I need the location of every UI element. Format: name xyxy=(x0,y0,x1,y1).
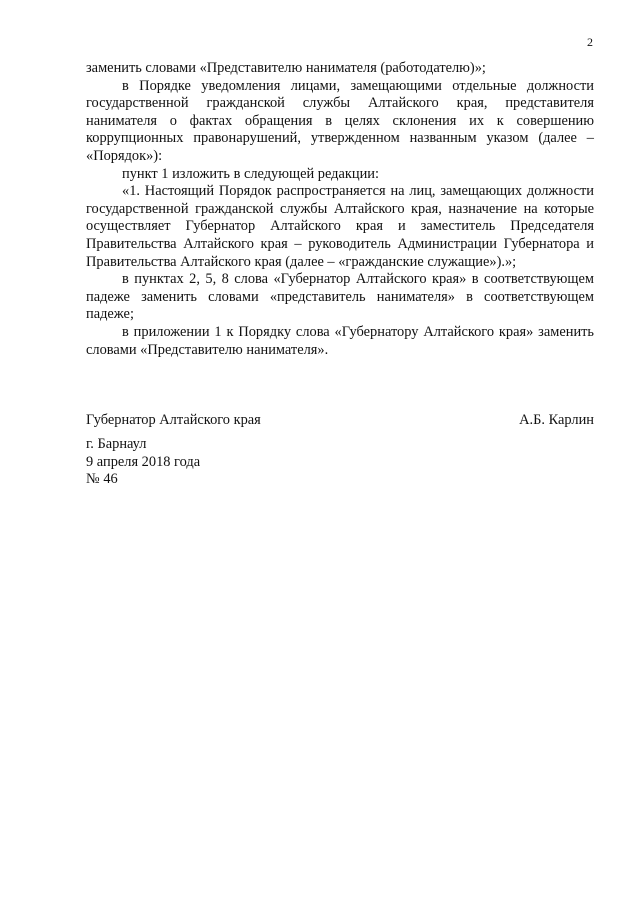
document-date: 9 апреля 2018 года xyxy=(86,453,201,470)
paragraph-procedure-notice: в Порядке уведомления лицами, замещающими отдельные должности государственной гражданской службы Алтайского края, представителя нанимателя о фактах обращения в целях склонения их к совершению коррупционных правонарушений, утвержденном названным указом (далее – «Порядок»): xyxy=(86,77,594,164)
paragraph-points-2-5-8: в пунктах 2, 5, 8 слова «Губернатор Алтайского края» в соответствующем падеже заменить словами «представитель нанимателя» в соответствующем падеже; xyxy=(86,271,594,323)
page-number: 2 xyxy=(587,35,593,49)
place-date-block xyxy=(86,436,200,489)
paragraph-appendix-1: в приложении 1 к Порядку слова «Губернатору Алтайского края» заменить словами «Представителю нанимателя». xyxy=(86,323,594,358)
paragraph-point-1-text: «1. Настоящий Порядок распространяется на лиц, замещающих должности государственной гражданской службы Алтайского края, назначение на которые осуществляет Губернатор Алтайского края и заместитель Председателя Правительства Алтайского края – руководитель Администрации Губернатора и Правительства Алтайского края (далее – «гражданские служащие»).»; xyxy=(86,183,594,270)
signature-block xyxy=(86,412,594,430)
document-body xyxy=(86,60,594,359)
place-city: г. Барнаул xyxy=(86,436,147,452)
signatory-name: А.Б. Карлин xyxy=(519,412,594,428)
signatory-position: Губернатор Алтайского края xyxy=(86,412,261,428)
document-number: № 46 xyxy=(86,471,118,488)
paragraph-point-1-intro: пункт 1 изложить в следующей редакции: xyxy=(122,165,379,182)
paragraph-replace-words: заменить словами «Представителю нанимателя (работодателю)»; xyxy=(86,60,486,76)
